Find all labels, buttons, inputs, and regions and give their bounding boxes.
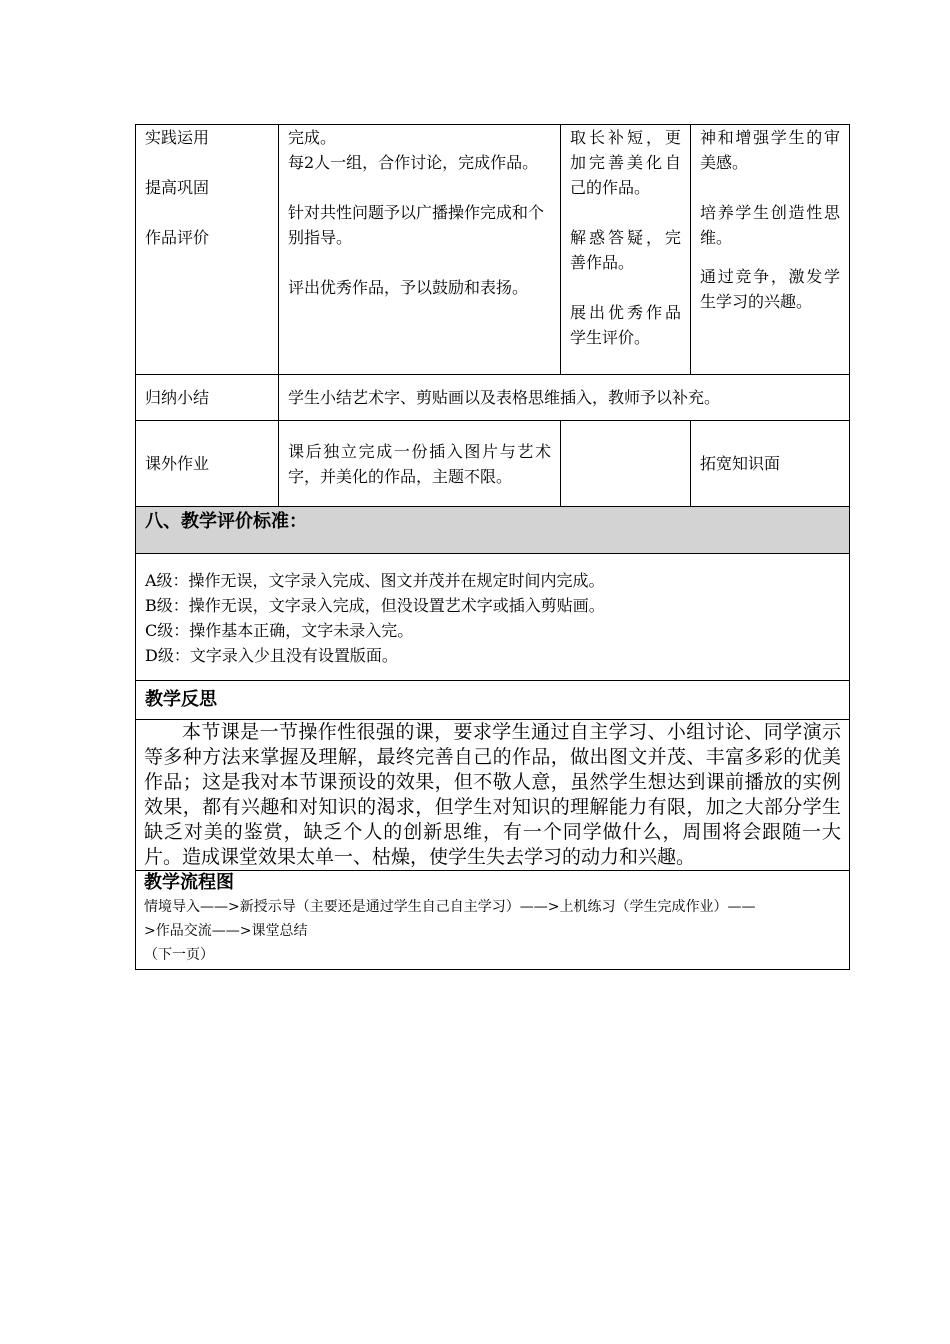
- teacher-activity-cell: [279, 125, 561, 375]
- next-page-note: （下一页）: [144, 947, 214, 963]
- student-activity: 展出优秀作品学生评价。: [570, 303, 681, 347]
- flowchart-line: 情境导入——>新授示导（主要还是通过学生自己自主学习）——>上机练习（学生完成作业）——: [144, 899, 756, 915]
- teacher-activity: 完成。: [288, 128, 337, 147]
- grade-level: C级：操作基本正确，文字未录入完。: [145, 621, 414, 640]
- homework-teacher: 课后独立完成一份插入图片与艺术字，并美化的作品，主题不限。: [279, 421, 561, 507]
- flowchart-row: [136, 871, 850, 970]
- homework-row: [136, 421, 850, 507]
- stage-label: 实践运用: [145, 128, 210, 147]
- design-intent-cell: [691, 125, 850, 375]
- evaluation-levels: [136, 554, 850, 681]
- student-activity: 取长补短，更加完善美化自己的作品。: [570, 128, 681, 197]
- summary-content: 学生小结艺术字、剪贴画以及表格思维插入，教师予以补充。: [279, 375, 850, 421]
- reflection-heading: 教学反思: [136, 681, 850, 720]
- practice-row: [136, 125, 850, 375]
- flowchart-heading: 教学流程图: [144, 872, 234, 893]
- student-activity-cell: [561, 125, 691, 375]
- evaluation-heading-row: [136, 507, 850, 554]
- summary-stage: 归纳小结: [136, 375, 279, 421]
- teacher-activity: 评出优秀作品，予以鼓励和表扬。: [288, 278, 529, 297]
- design-intent: 通过竞争，激发学生学习的兴趣。: [700, 267, 840, 311]
- stage-label: 提高巩固: [145, 178, 210, 197]
- grade-level: B级：操作无误，文字录入完成，但没设置艺术字或插入剪贴画。: [145, 596, 605, 615]
- grade-level: D级：文字录入少且没有设置版面。: [145, 646, 398, 665]
- stage-cell: [136, 125, 279, 375]
- teacher-activity: 每2人一组，合作讨论，完成作品。: [288, 153, 539, 172]
- design-intent: 培养学生创造性思维。: [700, 203, 840, 247]
- lesson-plan-table: [135, 124, 850, 970]
- flowchart-cell: [136, 871, 850, 970]
- evaluation-heading: 八、教学评价标准：: [136, 507, 850, 554]
- stage-label: 作品评价: [145, 228, 210, 247]
- reflection-heading-row: [136, 681, 850, 720]
- grade-level: A级：操作无误，文字录入完成、图文并茂并在规定时间内完成。: [145, 571, 605, 590]
- reflection-body-row: [136, 720, 850, 871]
- homework-intent: 拓宽知识面: [691, 421, 850, 507]
- flowchart-line: >作品交流——>课堂总结: [144, 923, 308, 939]
- design-intent: 神和增强学生的审美感。: [700, 128, 840, 172]
- reflection-body: 本节课是一节操作性很强的课，要求学生通过自主学习、小组讨论、同学演示等多种方法来掌握及理解，最终完善自己的作品，做出图文并茂、丰富多彩的优美作品；这是我对本节课预设的效果，但不敬人意，虽然学生想达到课前播放的实例效果，都有兴趣和对知识的渴求，但学生对知识的理解能力有限，加之大部分学生缺乏对美的鉴赏，缺乏个人的创新思维，有一个同学做什么，周围将会跟随一大片。造成课堂效果太单一、枯燥，使学生失去学习的动力和兴趣。: [136, 720, 850, 871]
- homework-stage: 课外作业: [136, 421, 279, 507]
- summary-row: [136, 375, 850, 421]
- evaluation-levels-row: [136, 554, 850, 681]
- homework-student: [561, 421, 691, 507]
- student-activity: 解惑答疑，完善作品。: [570, 228, 681, 272]
- teacher-activity: 针对共性问题予以广播操作完成和个别指导。: [288, 203, 545, 247]
